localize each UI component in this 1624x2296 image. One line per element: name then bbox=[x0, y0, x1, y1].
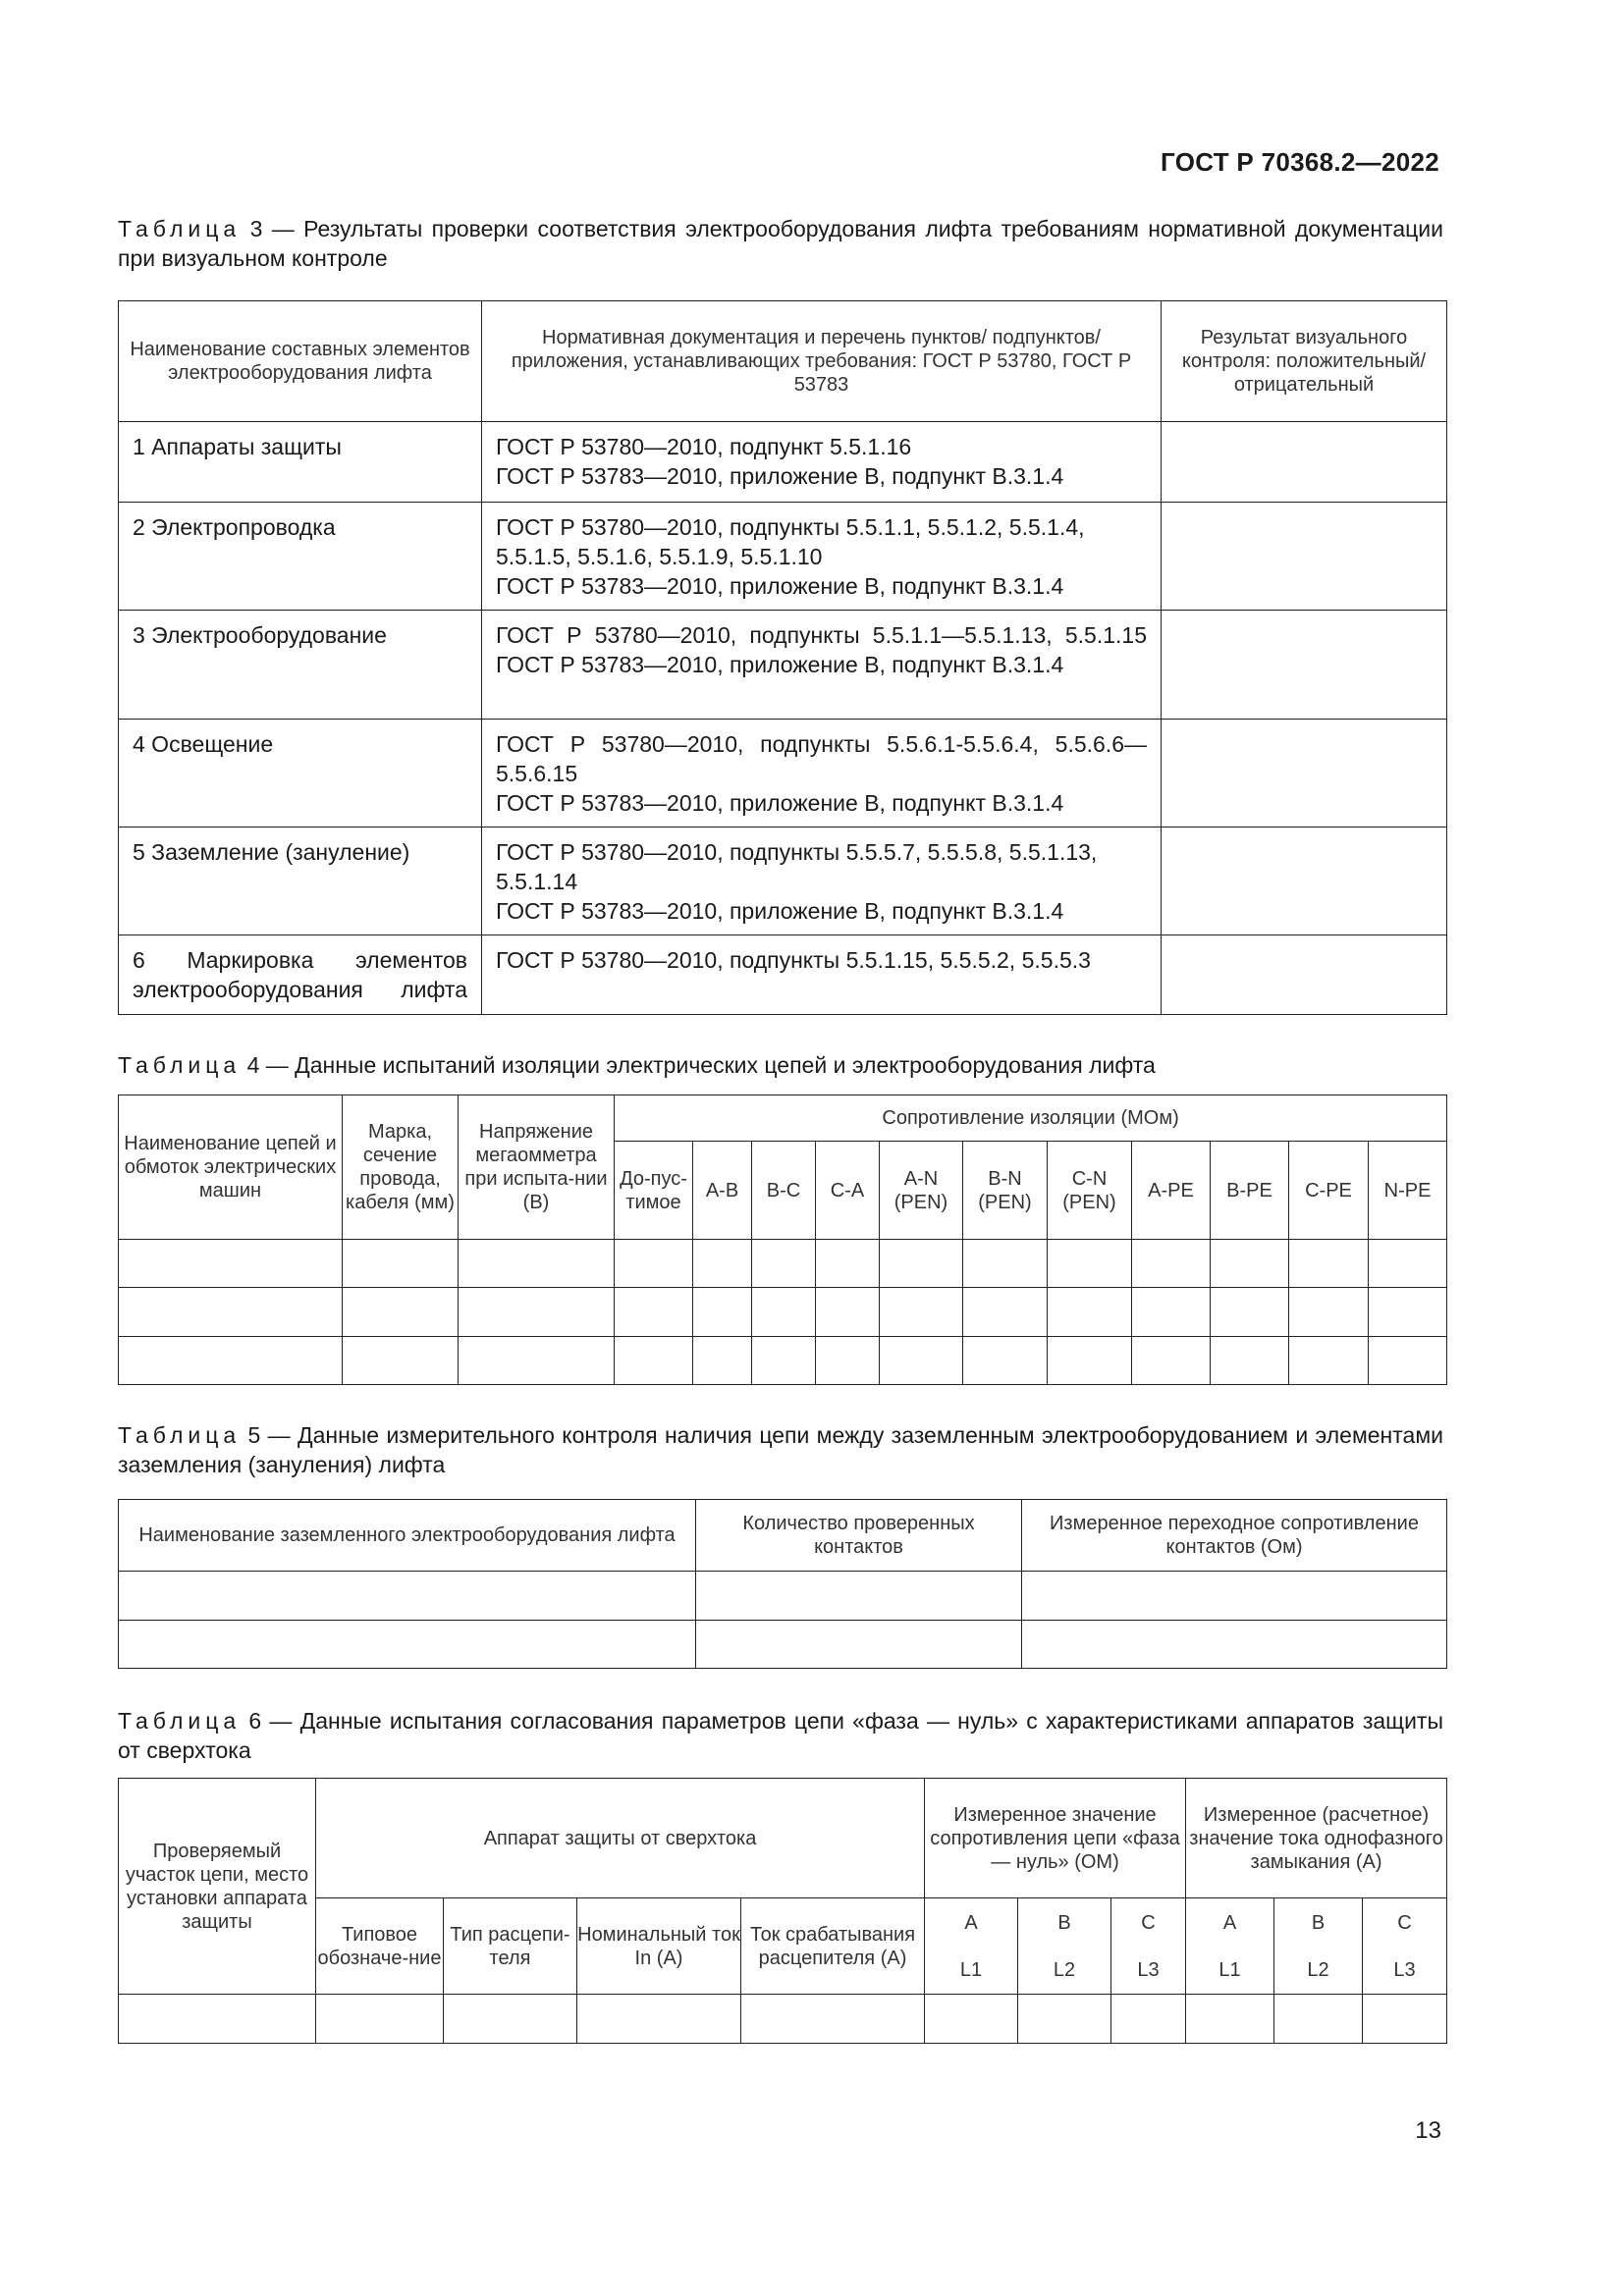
table4-caption-label: Таблица bbox=[118, 1052, 242, 1078]
table4-header-voltage: Напряжение мегаомметра при испыта-нии (В) bbox=[459, 1095, 615, 1240]
phase-label: A bbox=[1222, 1911, 1237, 1934]
table4-subheader: C-A bbox=[816, 1142, 880, 1240]
table6-header-section: Проверяемый участок цепи, место установки аппарата защиты bbox=[119, 1779, 316, 1995]
table3-header-name: Наименование составных элементов электрооборудования лифта bbox=[119, 301, 482, 422]
table3-cell-docs bbox=[482, 828, 1162, 935]
table4-caption-text: 4 — Данные испытаний изоляции электрических цепей и электрооборудования лифта bbox=[241, 1052, 1156, 1078]
table3-cell-name: 3 Электрооборудование bbox=[119, 611, 482, 720]
table6-caption-label: Таблица bbox=[118, 1708, 242, 1734]
table6-subheader-nominal-current: Номинальный ток In (A) bbox=[577, 1898, 741, 1995]
table5-header-resistance: Измеренное переходное сопротивление контактов (Ом) bbox=[1022, 1500, 1447, 1572]
table6-phase-cell bbox=[1186, 1898, 1274, 1995]
table4-header-resistance-group: Сопротивление изоляции (МОм) bbox=[615, 1095, 1447, 1142]
phase-label: B bbox=[1057, 1911, 1071, 1934]
table4-subheader: B-PE bbox=[1211, 1142, 1289, 1240]
table-row bbox=[119, 1995, 1447, 2044]
table3-cell-name: 6 Маркировка элементов электрооборудования лифта bbox=[119, 935, 482, 1015]
line-label: L3 bbox=[1137, 1958, 1160, 1981]
table4-subheader: A-PE bbox=[1132, 1142, 1211, 1240]
table5-caption-label: Таблица bbox=[118, 1422, 242, 1448]
table-row bbox=[119, 828, 1447, 935]
table3-cell-result bbox=[1162, 828, 1447, 935]
table6-phase-cell bbox=[925, 1898, 1018, 1995]
table-row bbox=[119, 1621, 1447, 1669]
table4-subheader: B-C bbox=[752, 1142, 816, 1240]
table4-header-circuit: Наименование цепей и обмоток электрических машин bbox=[119, 1095, 343, 1240]
phase-label: C bbox=[1141, 1911, 1156, 1934]
table3-cell-result bbox=[1162, 611, 1447, 720]
phase-label: B bbox=[1311, 1911, 1326, 1934]
table6-phase-cell bbox=[1111, 1898, 1186, 1995]
table6-caption bbox=[118, 1706, 1443, 1765]
doc-line: ГОСТ Р 53783—2010, приложение В, подпункт В.3.1.4 bbox=[496, 898, 1064, 924]
doc-line: ГОСТ Р 53783—2010, приложение В, подпункт В.3.1.4 bbox=[496, 463, 1064, 489]
table4-subheader: C-PE bbox=[1289, 1142, 1369, 1240]
table3-cell-result bbox=[1162, 935, 1447, 1015]
table6 bbox=[118, 1778, 1447, 2044]
doc-line: ГОСТ Р 53783—2010, приложение В, подпункт В.3.1.4 bbox=[496, 573, 1064, 599]
table-row bbox=[119, 503, 1447, 611]
line-label: L1 bbox=[959, 1958, 983, 1981]
doc-line: ГОСТ Р 53783—2010, приложение В, подпункт В.3.1.4 bbox=[496, 652, 1064, 677]
table6-header-current-group: Измеренное (расчетное) значение тока однофазного замыкания (А) bbox=[1186, 1779, 1447, 1898]
table6-header-resistance-group: Измеренное значение сопротивления цепи «фаза — нуль» (ОМ) bbox=[925, 1779, 1186, 1898]
table-row bbox=[119, 720, 1447, 828]
line-label: L2 bbox=[1307, 1958, 1329, 1981]
table3-cell-docs bbox=[482, 611, 1162, 720]
table3-cell-result bbox=[1162, 422, 1447, 503]
doc-line: ГОСТ Р 53783—2010, приложение В, подпункт В.3.1.4 bbox=[496, 790, 1064, 816]
table5-caption bbox=[118, 1420, 1443, 1479]
table4-header-cable: Марка, сечение провода, кабеля (мм) bbox=[343, 1095, 459, 1240]
table3-cell-docs bbox=[482, 935, 1162, 1015]
table-row bbox=[119, 422, 1447, 503]
line-label: L3 bbox=[1393, 1958, 1416, 1981]
document-code: ГОСТ Р 70368.2—2022 bbox=[1161, 147, 1439, 177]
table-row bbox=[119, 1240, 1447, 1288]
table6-caption-text: 6 — Данные испытания согласования параметров цепи «фаза — нуль» с характеристиками аппаратов защиты от сверхтока bbox=[118, 1708, 1443, 1763]
table3-cell-docs bbox=[482, 422, 1162, 503]
table3-header-result: Результат визуального контроля: положительный/ отрицательный bbox=[1162, 301, 1447, 422]
table3-cell-name: 2 Электропроводка bbox=[119, 503, 482, 611]
table3-cell-name: 4 Освещение bbox=[119, 720, 482, 828]
doc-line: ГОСТ Р 53780—2010, подпункты 5.5.1.1—5.5.1.13, 5.5.1.15 bbox=[496, 622, 1147, 648]
table3-header-docs: Нормативная документация и перечень пунктов/ подпунктов/приложения, устанавливающих требования: ГОСТ Р 53780, ГОСТ Р 53783 bbox=[482, 301, 1162, 422]
phase-label: C bbox=[1397, 1911, 1412, 1934]
table6-subheader-release-type: Тип расцепи-теля bbox=[444, 1898, 577, 1995]
table3-caption-text: 3 — Результаты проверки соответствия электрооборудования лифта требованиям нормативной документации при визуальном контроле bbox=[118, 216, 1443, 271]
table4-subheader: A-N (PEN) bbox=[880, 1142, 963, 1240]
table6-phase-cell bbox=[1274, 1898, 1363, 1995]
table5-header-equipment: Наименование заземленного электрооборудования лифта bbox=[119, 1500, 696, 1572]
table6-header-device-group: Аппарат защиты от сверхтока bbox=[316, 1779, 925, 1898]
table5 bbox=[118, 1499, 1447, 1669]
table3-cell-docs bbox=[482, 720, 1162, 828]
table6-phase-cell bbox=[1363, 1898, 1447, 1995]
table4-subheader: B-N (PEN) bbox=[963, 1142, 1048, 1240]
table4 bbox=[118, 1095, 1447, 1385]
table3-cell-result bbox=[1162, 503, 1447, 611]
table4-subheader: До-пус-тимое bbox=[615, 1142, 693, 1240]
table4-caption bbox=[118, 1050, 1443, 1080]
table5-header-contacts: Количество проверенных контактов bbox=[696, 1500, 1022, 1572]
table4-subheader: N-PE bbox=[1369, 1142, 1447, 1240]
doc-line: ГОСТ Р 53780—2010, подпункты 5.5.1.15, 5.5.5.2, 5.5.5.3 bbox=[496, 947, 1091, 973]
table4-subheader: A-B bbox=[693, 1142, 752, 1240]
table6-subheader-trip-current: Ток срабатывания расцепителя (А) bbox=[741, 1898, 925, 1995]
table3-cell-docs bbox=[482, 503, 1162, 611]
table3-cell-result bbox=[1162, 720, 1447, 828]
doc-line: ГОСТ Р 53780—2010, подпункт 5.5.1.16 bbox=[496, 434, 912, 459]
page-number: 13 bbox=[1415, 2117, 1441, 2144]
doc-line: ГОСТ Р 53780—2010, подпункты 5.5.6.1-5.5.6.4, 5.5.6.6—5.5.6.15 bbox=[496, 731, 1147, 786]
phase-label: A bbox=[964, 1911, 978, 1934]
table3-cell-name: 5 Заземление (зануление) bbox=[119, 828, 482, 935]
table5-caption-text: 5 — Данные измерительного контроля наличия цепи между заземленным электрооборудованием и элементами заземления (зануления) лифта bbox=[118, 1422, 1443, 1477]
table3-caption-label: Таблица bbox=[118, 216, 242, 241]
table4-subheader: C-N (PEN) bbox=[1048, 1142, 1132, 1240]
table-row bbox=[119, 935, 1447, 1015]
table3-cell-name: 1 Аппараты защиты bbox=[119, 422, 482, 503]
table6-subheader-designation: Типовое обозначе-ние bbox=[316, 1898, 444, 1995]
table3-caption bbox=[118, 214, 1443, 273]
table3 bbox=[118, 300, 1447, 1015]
doc-line: ГОСТ Р 53780—2010, подпункты 5.5.5.7, 5.5.5.8, 5.5.1.13, 5.5.1.14 bbox=[496, 839, 1098, 894]
table-row bbox=[119, 1572, 1447, 1621]
line-label: L1 bbox=[1218, 1958, 1241, 1981]
table6-phase-cell bbox=[1018, 1898, 1111, 1995]
table-row bbox=[119, 611, 1447, 720]
table-row bbox=[119, 1337, 1447, 1385]
doc-line: ГОСТ Р 53780—2010, подпункты 5.5.1.1, 5.5.1.2, 5.5.1.4, 5.5.1.5, 5.5.1.6, 5.5.1.9, 5.5.1.10 bbox=[496, 514, 1085, 569]
table-row bbox=[119, 1288, 1447, 1337]
line-label: L2 bbox=[1053, 1958, 1076, 1981]
